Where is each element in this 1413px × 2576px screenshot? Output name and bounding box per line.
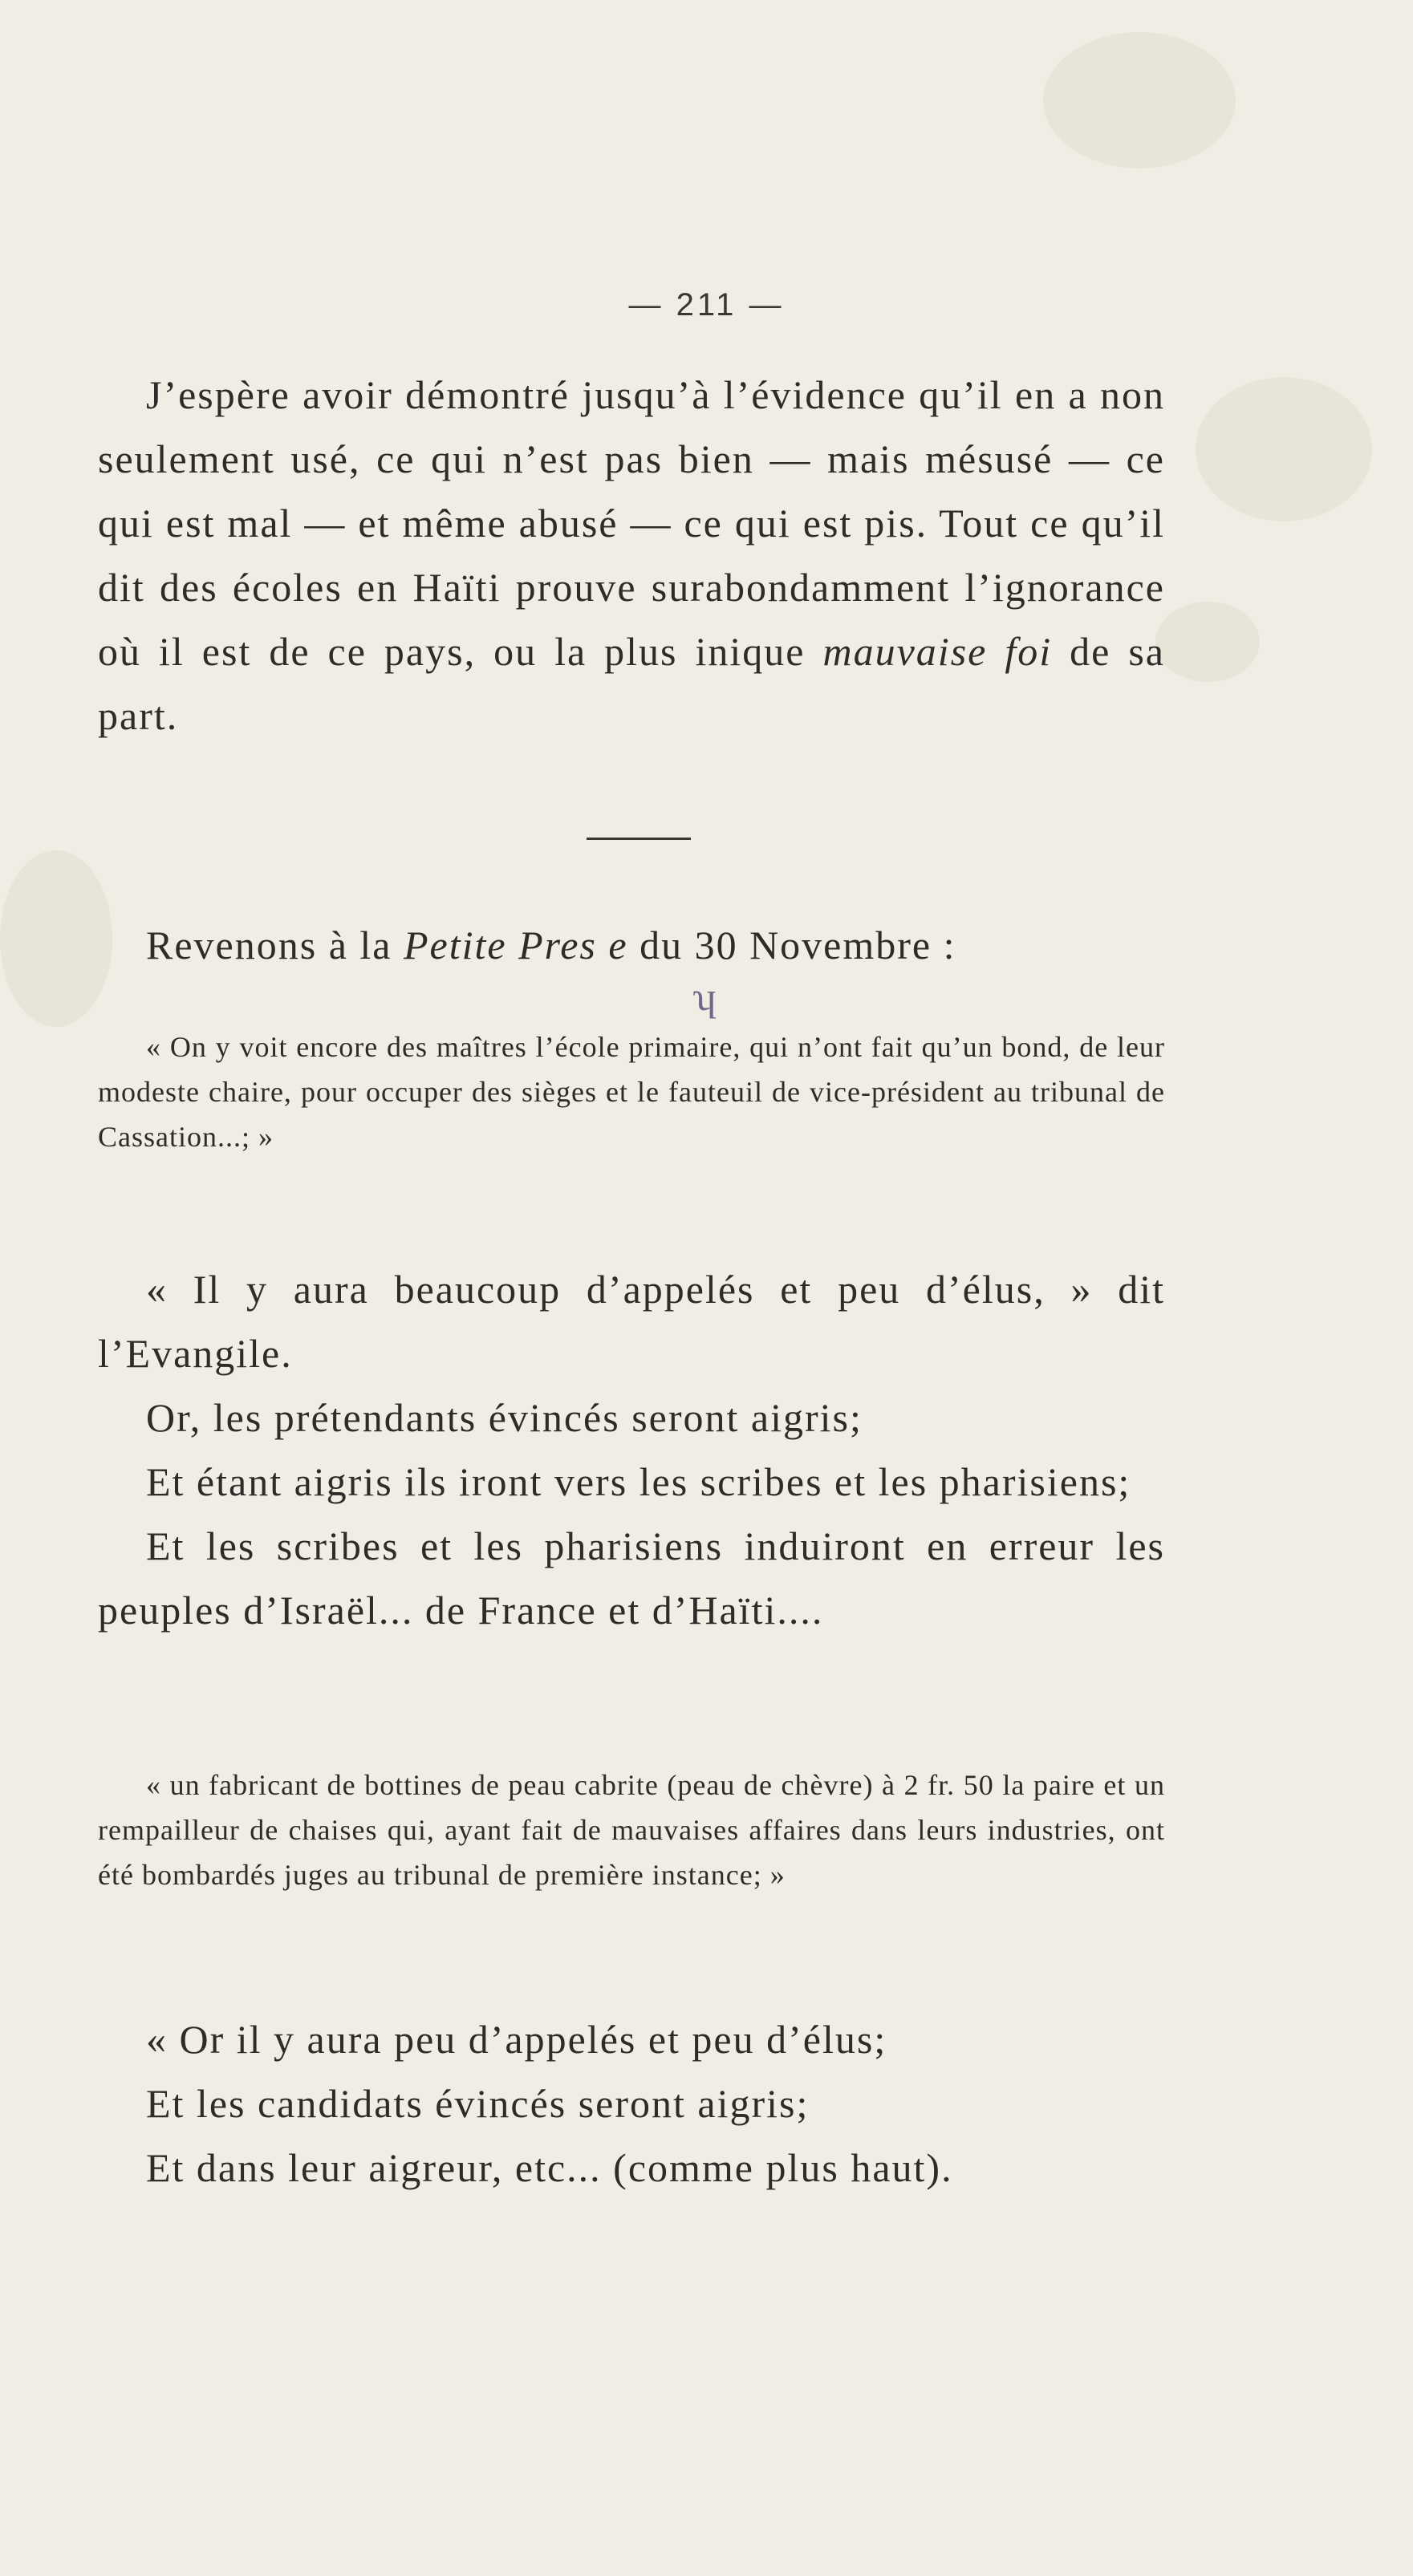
scripture-1-line-1: « Il y aura beaucoup d’appelés et peu d’élus, » dit l’Evangile. — [98, 1267, 1165, 1376]
paragraph-2-text: Revenons à la — [146, 923, 404, 968]
paragraph-1-italic: mauvaise foi — [822, 629, 1053, 674]
scripture-2-line-2: Et les candidats évincés seront aigris; — [146, 2081, 810, 2126]
scripture-1-line-4: Et les scribes et les pharisiens induiront en erreur les peuples d’Israël... de France et d’Haïti.... — [98, 1523, 1165, 1633]
quote-1-text: « On y voit encore des maîtres l’école primaire, qui n’ont fait qu’un bond, de leur modeste chaire, pour occuper des sièges et le fauteuil de vice-président au tribunal de Cassation...; » — [98, 1031, 1165, 1153]
paragraph-2 — [98, 913, 1165, 977]
scripture-2 — [98, 2007, 1165, 2200]
foxing-stain — [1155, 602, 1260, 682]
quote-2 — [98, 1763, 1165, 1897]
paragraph-1 — [98, 363, 1165, 748]
scripture-1-line-2: Or, les prétendants évincés seront aigris; — [146, 1395, 863, 1440]
newspaper-title: Petite Pres e — [403, 923, 628, 968]
page-number: — 211 — — [628, 287, 785, 323]
ink-mark: ʮ — [692, 974, 717, 1019]
scripture-2-line-1: « Or il y aura peu d’appelés et peu d’élus; — [146, 2017, 887, 2062]
scripture-2-line-3: Et dans leur aigreur, etc... (comme plus haut). — [146, 2145, 953, 2190]
section-divider — [587, 838, 691, 840]
foxing-stain — [1043, 32, 1236, 168]
quote-2-text: « un fabricant de bottines de peau cabrite (peau de chèvre) à 2 fr. 50 la paire et un rempailleur de chaises qui, ayant fait de mauvaises affaires dans leurs industries, ont été bombardés juges au tribunal de première instance; » — [98, 1769, 1165, 1891]
scripture-1-line-3: Et étant aigris ils iront vers les scribes et les pharisiens; — [146, 1459, 1131, 1504]
paragraph-1-end: de sa part. — [98, 629, 1165, 738]
foxing-stain — [0, 850, 112, 1027]
paragraph-2-end: du 30 Novembre : — [627, 923, 956, 968]
quote-1 — [98, 1024, 1165, 1159]
paragraph-1-text: J’espère avoir démontré jusqu’à l’évidence qu’il en a non seulement usé, ce qui n’est pas bien — mais mésusé — ce qui est mal — et même abusé — ce qui est pis. Tout ce qu’il dit des écoles en Haïti prouve surabondamment l’ignorance où il est de ce pays, ou la plus inique — [98, 372, 1165, 674]
scripture-1 — [98, 1257, 1165, 1642]
foxing-stain — [1196, 377, 1372, 521]
